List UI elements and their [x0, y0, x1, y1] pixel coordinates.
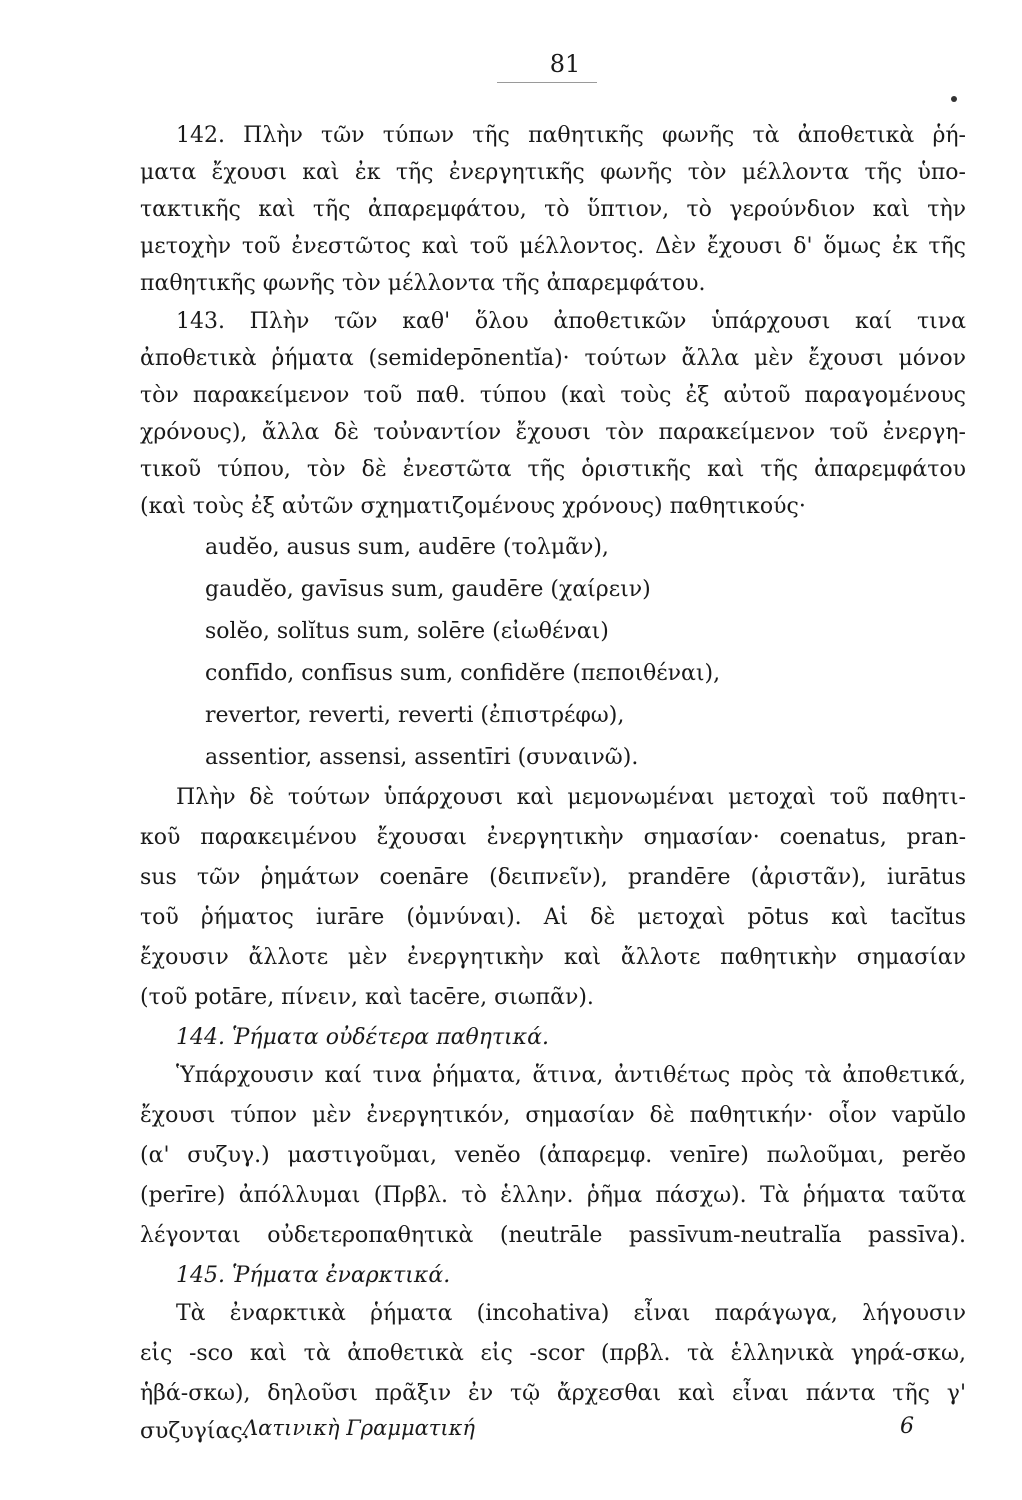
- text-line: (τοῦ potāre, πίνειν, καὶ tacēre, σιωπᾶν).: [140, 985, 594, 1010]
- verb-example: solĕo, solĭtus sum, solēre (εἰωθέναι): [205, 619, 609, 644]
- text-line: (α' συζυγ.) μαστιγοῦμαι, venĕo (ἀπαρεμφ. venīre) πωλοῦμαι, perĕo: [140, 1143, 966, 1168]
- section-heading: 145. Ῥήματα ἐναρκτικά.: [176, 1263, 451, 1288]
- text-line: sus τῶν ῥημάτων coenāre (δειπνεῖν), prandēre (ἀριστᾶν), iurātus: [140, 865, 966, 890]
- text-line: Τὰ ἐναρκτικὰ ῥήματα (incohativa) εἶναι παράγωγα, λήγουσιν: [176, 1301, 966, 1326]
- verb-example: assentior, assensi, assentīri (συναινῶ).: [205, 745, 639, 770]
- text-line: παθητικῆς φωνῆς τὸν μέλλοντα τῆς ἀπαρεμφάτου.: [140, 271, 706, 296]
- text-line: λέγονται οὐδετεροπαθητικὰ (neutrāle passīvum-neutralĭa passīva).: [140, 1223, 966, 1248]
- text-line: τακτικῆς καὶ τῆς ἀπαρεμφάτου, τὸ ὕπτιον, τὸ γερούνδιον καὶ τὴν: [140, 197, 966, 222]
- text-line: ἀποθετικὰ ῥήματα (semidepōnentĭa)· τούτων ἄλλα μὲν ἔχουσι μόνον: [140, 346, 966, 371]
- running-title: Λατινικὴ Γραμματική: [243, 1416, 476, 1440]
- text-line: ἔχουσιν ἄλλοτε μὲν ἐνεργητικὴν καὶ ἄλλοτε παθητικὴν σημασίαν: [140, 945, 966, 970]
- text-line: Ὑπάρχουσιν καί τινα ῥήματα, ἅτινα, ἀντιθέτως πρὸς τὰ ἀποθετικά,: [176, 1063, 966, 1088]
- verb-example: gaudĕo, gavīsus sum, gaudēre (χαίρειν): [205, 577, 651, 602]
- verb-example: confīdo, confīsus sum, confidĕre (πεποιθέναι),: [205, 661, 721, 686]
- text-line: μετοχὴν τοῦ ἐνεστῶτος καὶ τοῦ μέλλοντος. Δὲν ἔχουσι δ' ὅμως ἐκ τῆς: [140, 234, 966, 259]
- signature-mark: 6: [900, 1414, 914, 1439]
- text-line: χρόνους), ἄλλα δὲ τοὐναντίον ἔχουσι τὸν παρακείμενον τοῦ ἐνεργη-: [140, 420, 966, 445]
- text-line: εἰς -sco καὶ τὰ ἀποθετικὰ εἰς -scor (πρβλ. τὰ ἑλληνικὰ γηρά-σκω,: [140, 1341, 966, 1366]
- text-line: συζυγίας.: [140, 1419, 250, 1444]
- page-number-rule: [497, 82, 597, 83]
- text-line: 142. Πλὴν τῶν τύπων τῆς παθητικῆς φωνῆς τὰ ἀποθετικὰ ῥή-: [176, 123, 966, 148]
- text-line: (καὶ τοὺς ἐξ αὐτῶν σχηματιζομένους χρόνους) παθητικούς·: [140, 494, 806, 519]
- text-line: (perīre) ἀπόλλυμαι (Πρβλ. τὸ ἑλλην. ῥῆμα πάσχω). Τὰ ῥήματα ταῦτα: [140, 1183, 966, 1208]
- text-line: τοῦ ῥήματος iurāre (ὀμνύναι). Αἱ δὲ μετοχαὶ pōtus καὶ tacĭtus: [140, 905, 966, 930]
- verb-example: audĕo, ausus sum, audēre (τολμᾶν),: [205, 535, 609, 560]
- section-heading: 144. Ῥήματα οὐδέτερα παθητικά.: [176, 1025, 549, 1050]
- text-line: τὸν παρακείμενον τοῦ παθ. τύπου (καὶ τοὺς ἐξ αὐτοῦ παραγομένους: [140, 383, 966, 408]
- text-line: ματα ἔχουσι καὶ ἐκ τῆς ἐνεργητικῆς φωνῆς τὸν μέλλοντα τῆς ὑπο-: [140, 160, 966, 185]
- text-line: ἡβά-σκω), δηλοῦσι πρᾶξιν ἐν τῷ ἄρχεσθαι καὶ εἶναι πάντα τῆς γ': [140, 1381, 966, 1406]
- text-line: ἔχουσι τύπον μὲν ἐνεργητικόν, σημασίαν δὲ παθητικήν· οἷον vapŭlo: [140, 1103, 966, 1128]
- text-line: 143. Πλὴν τῶν καθ' ὅλου ἀποθετικῶν ὑπάρχουσι καί τινα: [176, 309, 966, 334]
- text-line: Πλὴν δὲ τούτων ὑπάρχουσι καὶ μεμονωμέναι μετοχαὶ τοῦ παθητι-: [176, 785, 966, 810]
- text-line: κοῦ παρακειμένου ἔχουσαι ἐνεργητικὴν σημασίαν· coenatus, pran-: [140, 825, 966, 850]
- verb-example: revertor, reverti, reverti (ἐπιστρέφω),: [205, 703, 625, 728]
- page-number: 81: [549, 50, 581, 78]
- text-line: τικοῦ τύπου, τὸν δὲ ἐνεστῶτα τῆς ὁριστικῆς καὶ τῆς ἀπαρεμφάτου: [140, 457, 966, 482]
- ink-dot: [951, 96, 957, 102]
